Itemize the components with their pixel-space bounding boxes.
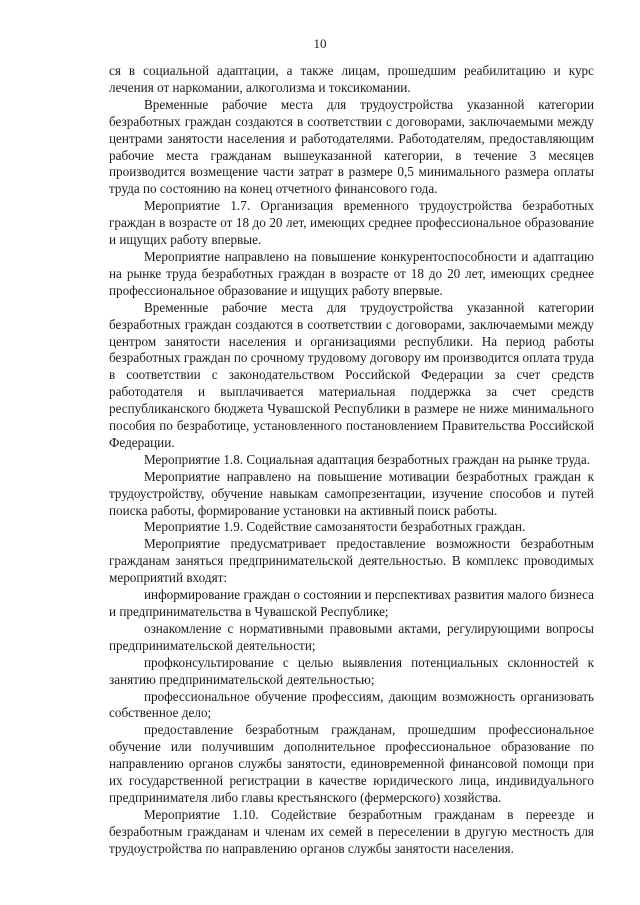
paragraph: Временные рабочие места для трудоустройства указанной категории безработных граждан создаются в соответствии с договорами, заключаемыми между центром занятости населения и организациями республики. На период работы безработных граждан по срочному трудовому договору им производится оплата труда в соответствии с законодательством Российской Федерации за счет средств работодателя и выплачивается материальная поддержка за счет средств республиканского бюджета Чувашской Республики в размере не ниже минимального пособия по безработице, установленного постановлением Правительства Российской Федерации. bbox=[109, 299, 594, 450]
paragraph: Мероприятие 1.9. Содействие самозанятости безработных граждан. bbox=[144, 519, 526, 535]
paragraph: Временные рабочие места для трудоустройства указанной категории безработных граждан создаются в соответствии с договорами, заключаемыми между центрами занятости населения и работодателями. Работодателям, предоставляющим рабочие места гражданам вышеуказанной категории, в течение 3 месяцев производится возмещение части затрат в размере 0,5 минимального размера оплаты труда по состоянию на конец отчетного финансового года. bbox=[109, 96, 594, 197]
paragraph: Мероприятие направлено на повышение мотивации безработных граждан к трудоустройству, обучение навыкам самопрезентации, изучение способов и путей поиска работы, формирование установки на активный поиск работы. bbox=[109, 468, 594, 518]
paragraph: Мероприятие предусматривает предоставление возможности безработным гражданам заняться предпринимательской деятельностью. В комплекс проводимых мероприятий входят: bbox=[109, 536, 594, 586]
paragraph: Мероприятие 1.7. Организация временного трудоустройства безработных граждан в возрасте от 18 до 20 лет, имеющих среднее профессиональное образование и ищущих работу впервые. bbox=[109, 198, 594, 248]
paragraph: Мероприятие направлено на повышение конкурентоспособности и адаптацию на рынке труда безработных граждан в возрасте от 18 до 20 лет, имеющих среднее профессиональное образование и ищущих работу впервые. bbox=[109, 248, 594, 298]
list-item: ознакомление с нормативными правовыми актами, регулирующими вопросы предпринимательской деятельности; bbox=[109, 620, 594, 653]
paragraph: Мероприятие 1.10. Содействие безработным гражданам в переезде и безработным гражданам и членам их семей в переселении в другую местность для трудоустройства по направлению органов службы занятости населения. bbox=[109, 806, 594, 856]
list-item: предоставление безработным гражданам, прошедшим профессиональное обучение или получившим дополнительное профессиональное образование по направлению органов службы занятости, единовременной финансовой помощи при их государственной регистрации в качестве юридического лица, индивидуального предпринимателя либо главы крестьянского (фермерского) хозяйства. bbox=[109, 722, 594, 805]
paragraph: ся в социальной адаптации, а также лицам, прошедшим реабилитацию и курс лечения от наркомании, алкоголизма и токсикомании. bbox=[109, 63, 594, 95]
list-item: профконсультирование с целью выявления потенциальных склонностей к занятию предпринимательской деятельностью; bbox=[109, 654, 594, 687]
paragraph: Мероприятие 1.8. Социальная адаптация безработных граждан на рынке труда. bbox=[144, 451, 591, 467]
document-body bbox=[109, 63, 594, 858]
list-item: профессиональное обучение профессиям, дающим возможность организовать собственное дело; bbox=[109, 688, 594, 721]
page-number: 10 bbox=[313, 36, 327, 51]
list-item: информирование граждан о состоянии и перспективах развития малого бизнеса и предпринимательства в Чувашской Республике; bbox=[109, 587, 594, 619]
